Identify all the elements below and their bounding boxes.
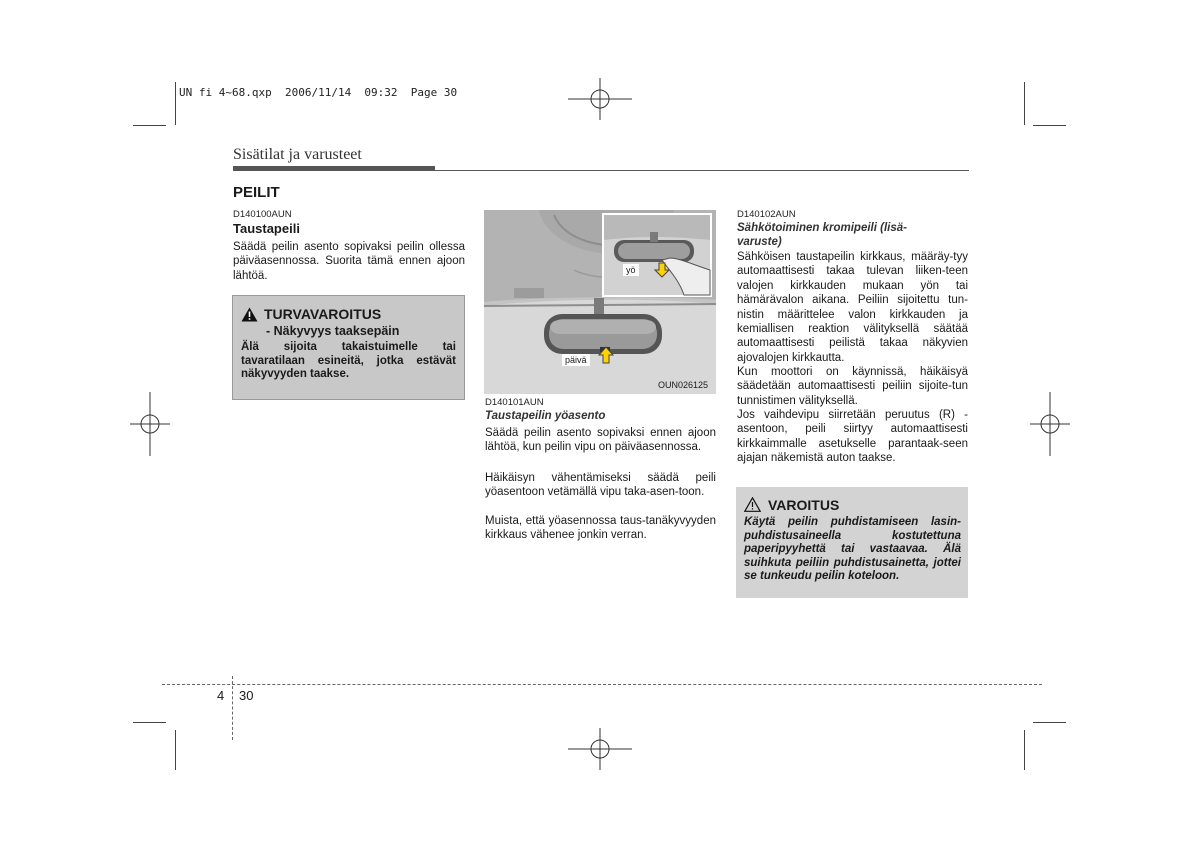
footer-divider — [232, 676, 233, 740]
caution-text: Käytä peilin puhdistamiseen lasin-puhdistusaineella kostutettuna paperipyyhettä tai vastaavaa. Älä suihkuta peiliin puhdistusainetta, jottei se tunkeudu peilin koteloon. — [744, 516, 961, 583]
registration-mark-icon — [130, 392, 170, 456]
body-paragraph: Muista, että yöasennossa taus-tanäkyvyyden kirkkaus vähenee jonkin verran. — [485, 515, 716, 542]
crop-mark — [1024, 82, 1025, 125]
section-code: D140101AUN — [485, 397, 544, 408]
rearview-mirror-figure — [484, 210, 716, 394]
body-paragraph: Häikäisyn vähentämiseksi säädä peili yöasentoon vetämällä vipu taka-asen-toon. — [485, 472, 716, 499]
mirror-illustration — [484, 210, 716, 394]
warning-triangle-icon — [241, 307, 258, 322]
crop-mark — [1033, 125, 1066, 126]
night-position-label: yö — [623, 264, 639, 276]
header-bar — [233, 166, 435, 171]
body-paragraph: Jos vaihdevipu siirretään peruutus (R) -asentoon, peili siirtyy automaattisesti kirkkaimmalle asetukselle parantaak-seen ajajan näkemistä auton taakse. — [737, 409, 968, 465]
section-title: PEILIT — [233, 184, 280, 201]
caution-title: VAROITUS — [768, 497, 840, 513]
subsection-heading: Taustapeili — [233, 221, 300, 236]
warning-text: Älä sijoita takaistuimelle tai tavaratilaan esineitä, jotka estävät näkyvyyden taakse. — [241, 341, 456, 381]
crop-mark — [133, 722, 166, 723]
warning-subtitle: - Näkyvyys taaksepäin — [266, 324, 400, 338]
caution-triangle-icon — [744, 497, 761, 512]
crop-mark — [175, 730, 176, 770]
subsection-heading: Sähkötoiminen kromipeili (lisä-varuste) — [737, 222, 907, 248]
body-paragraph: Kun moottori on käynnissä, häikäisyä säädetään automaattisesti peiliin sijoite-tun tunnistimen välityksellä. — [737, 366, 968, 407]
arrow-up-icon — [598, 346, 614, 364]
caution-box — [736, 487, 968, 598]
body-paragraph: Sähköisen taustapeilin kirkkaus, määräy-tyy automaattisesti takaa tulevan liiken-teen valojen kirkkauden mukaan yön tai hämärävalon aikana. Peiliin sijoitettu tun-nistin määrittelee valon kirkkauden ja kemiallisen reaktion välityksellä säätää automaattisesti peilistä takaa näkyvien ajovalojen kirkkautta. — [737, 251, 968, 364]
body-paragraph: Säädä peilin asento sopivaksi ennen ajoon lähtöä, kun peilin vipu on päiväasennossa. — [485, 427, 716, 454]
crop-mark — [175, 82, 176, 125]
page-number: 30 — [239, 688, 254, 703]
crop-mark — [1024, 730, 1025, 770]
chapter-number: 4 — [217, 688, 225, 703]
subsection-heading: Taustapeilin yöasento — [485, 410, 606, 422]
chapter-header: Sisätilat ja varusteet — [233, 146, 362, 163]
footer-rule — [162, 684, 1042, 685]
section-code: D140100AUN — [233, 209, 292, 220]
crop-mark — [1033, 722, 1066, 723]
registration-mark-icon — [568, 726, 632, 772]
warning-title: TURVAVAROITUS — [264, 306, 382, 322]
safety-warning-box — [232, 295, 465, 400]
header-rule — [435, 170, 969, 171]
crop-mark — [133, 125, 166, 126]
day-position-label: päivä — [562, 354, 590, 366]
figure-code: OUN026125 — [658, 380, 709, 390]
registration-mark-icon — [568, 76, 632, 122]
print-slug: UN fi 4~68.qxp 2006/11/14 09:32 Page 30 — [179, 86, 458, 99]
registration-mark-icon — [1030, 392, 1070, 456]
section-code: D140102AUN — [737, 209, 796, 220]
arrow-down-icon — [654, 262, 670, 278]
body-paragraph: Säädä peilin asento sopivaksi peilin ollessa päiväasennossa. Suorita tämä ennen ajoon lähtöä. — [233, 241, 465, 282]
